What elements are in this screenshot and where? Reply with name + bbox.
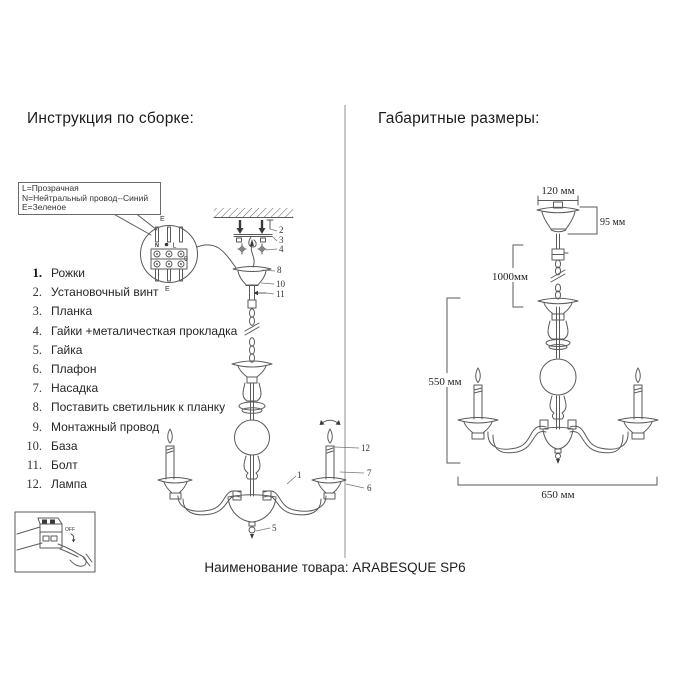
item-number: 12. bbox=[26, 477, 42, 492]
part-label-5: 5 bbox=[272, 523, 277, 533]
item-number: 1. bbox=[32, 266, 42, 280]
body-height-label: 550 мм bbox=[428, 376, 462, 388]
item-number: 6. bbox=[32, 361, 42, 376]
chain-length-label: 1000мм bbox=[492, 271, 528, 283]
dimension-labels bbox=[424, 185, 626, 501]
body-width-label: 650 мм bbox=[541, 489, 575, 501]
list-item bbox=[16, 324, 237, 343]
item-number: 11. bbox=[26, 457, 42, 472]
part-label-4: 4 bbox=[279, 244, 284, 254]
list-item bbox=[16, 477, 237, 496]
part-label-7: 7 bbox=[367, 468, 372, 478]
earth-label-bottom: E bbox=[165, 286, 170, 293]
wiring-legend-box bbox=[18, 182, 161, 215]
item-number: 3. bbox=[32, 304, 42, 319]
part-label-1: 1 bbox=[297, 470, 302, 480]
legend-line-l: L=Прозрачная bbox=[22, 183, 79, 193]
glass-sphere bbox=[540, 359, 576, 395]
legend-line-e: E=Зеленое bbox=[22, 202, 67, 213]
list-item bbox=[16, 343, 237, 362]
list-item bbox=[16, 304, 237, 323]
canopy-height-label: 95 мм bbox=[600, 217, 626, 228]
earth-label-top: E bbox=[160, 216, 165, 223]
list-item bbox=[16, 439, 237, 458]
part-label-10: 10 bbox=[276, 279, 285, 289]
item-number: 10. bbox=[26, 438, 42, 453]
list-item bbox=[16, 362, 237, 381]
terminal-n-label: N bbox=[155, 243, 159, 249]
wire-part-number: 9 bbox=[184, 256, 188, 263]
canopy-width-label: 120 мм bbox=[541, 185, 575, 197]
item-label: Гайки +металичесткая прокладка bbox=[51, 323, 238, 338]
legend-line-n: N=Нейтральный провод--Синий bbox=[22, 192, 149, 203]
list-item bbox=[16, 400, 237, 419]
assembly-instructions-title: Инструкция по сборке: bbox=[27, 110, 195, 127]
item-label: Монтажный провод bbox=[51, 419, 160, 434]
earth-dot bbox=[165, 243, 169, 247]
list-item bbox=[16, 420, 237, 439]
glass-sphere bbox=[235, 420, 270, 455]
item-label: Плафон bbox=[51, 361, 97, 376]
part-label-2: 2 bbox=[279, 225, 284, 235]
part-label-11: 11 bbox=[276, 289, 285, 299]
product-name-label: Наименование товара: ARABESQUE SP6 bbox=[204, 560, 466, 575]
ceiling-hatch bbox=[214, 208, 293, 217]
parts-list bbox=[16, 266, 237, 496]
power-off-pictogram bbox=[15, 512, 95, 572]
item-label: Насадка bbox=[51, 381, 99, 396]
rotate-arrow-icon bbox=[320, 420, 341, 425]
terminal-l-label: L bbox=[172, 242, 177, 250]
item-number: 8. bbox=[32, 400, 42, 415]
item-number: 5. bbox=[32, 342, 42, 357]
item-label: Болт bbox=[51, 457, 78, 472]
item-label: Рожки bbox=[51, 266, 85, 280]
item-number: 7. bbox=[32, 381, 42, 396]
item-label: Поставить светильник к планку bbox=[51, 400, 226, 415]
item-label: Установочный винт bbox=[51, 285, 159, 300]
part-label-3: 3 bbox=[279, 235, 284, 245]
list-item bbox=[16, 458, 237, 477]
list-item bbox=[16, 285, 237, 304]
item-number: 4. bbox=[32, 323, 42, 338]
item-label: Гайка bbox=[51, 342, 83, 357]
item-number: 2. bbox=[32, 285, 42, 300]
list-item bbox=[16, 266, 237, 285]
list-item bbox=[16, 381, 237, 400]
part-label-12: 12 bbox=[361, 443, 370, 453]
item-label: Планка bbox=[51, 304, 93, 319]
dimension-drawing bbox=[447, 196, 658, 485]
item-number: 9. bbox=[32, 419, 42, 434]
item-label: Лампа bbox=[51, 477, 87, 492]
off-label: OFF bbox=[65, 527, 75, 533]
part-label-6: 6 bbox=[367, 483, 372, 493]
overall-dimensions-title: Габаритные размеры: bbox=[378, 110, 540, 127]
item-label: База bbox=[51, 438, 78, 453]
part-label-8: 8 bbox=[277, 265, 282, 275]
